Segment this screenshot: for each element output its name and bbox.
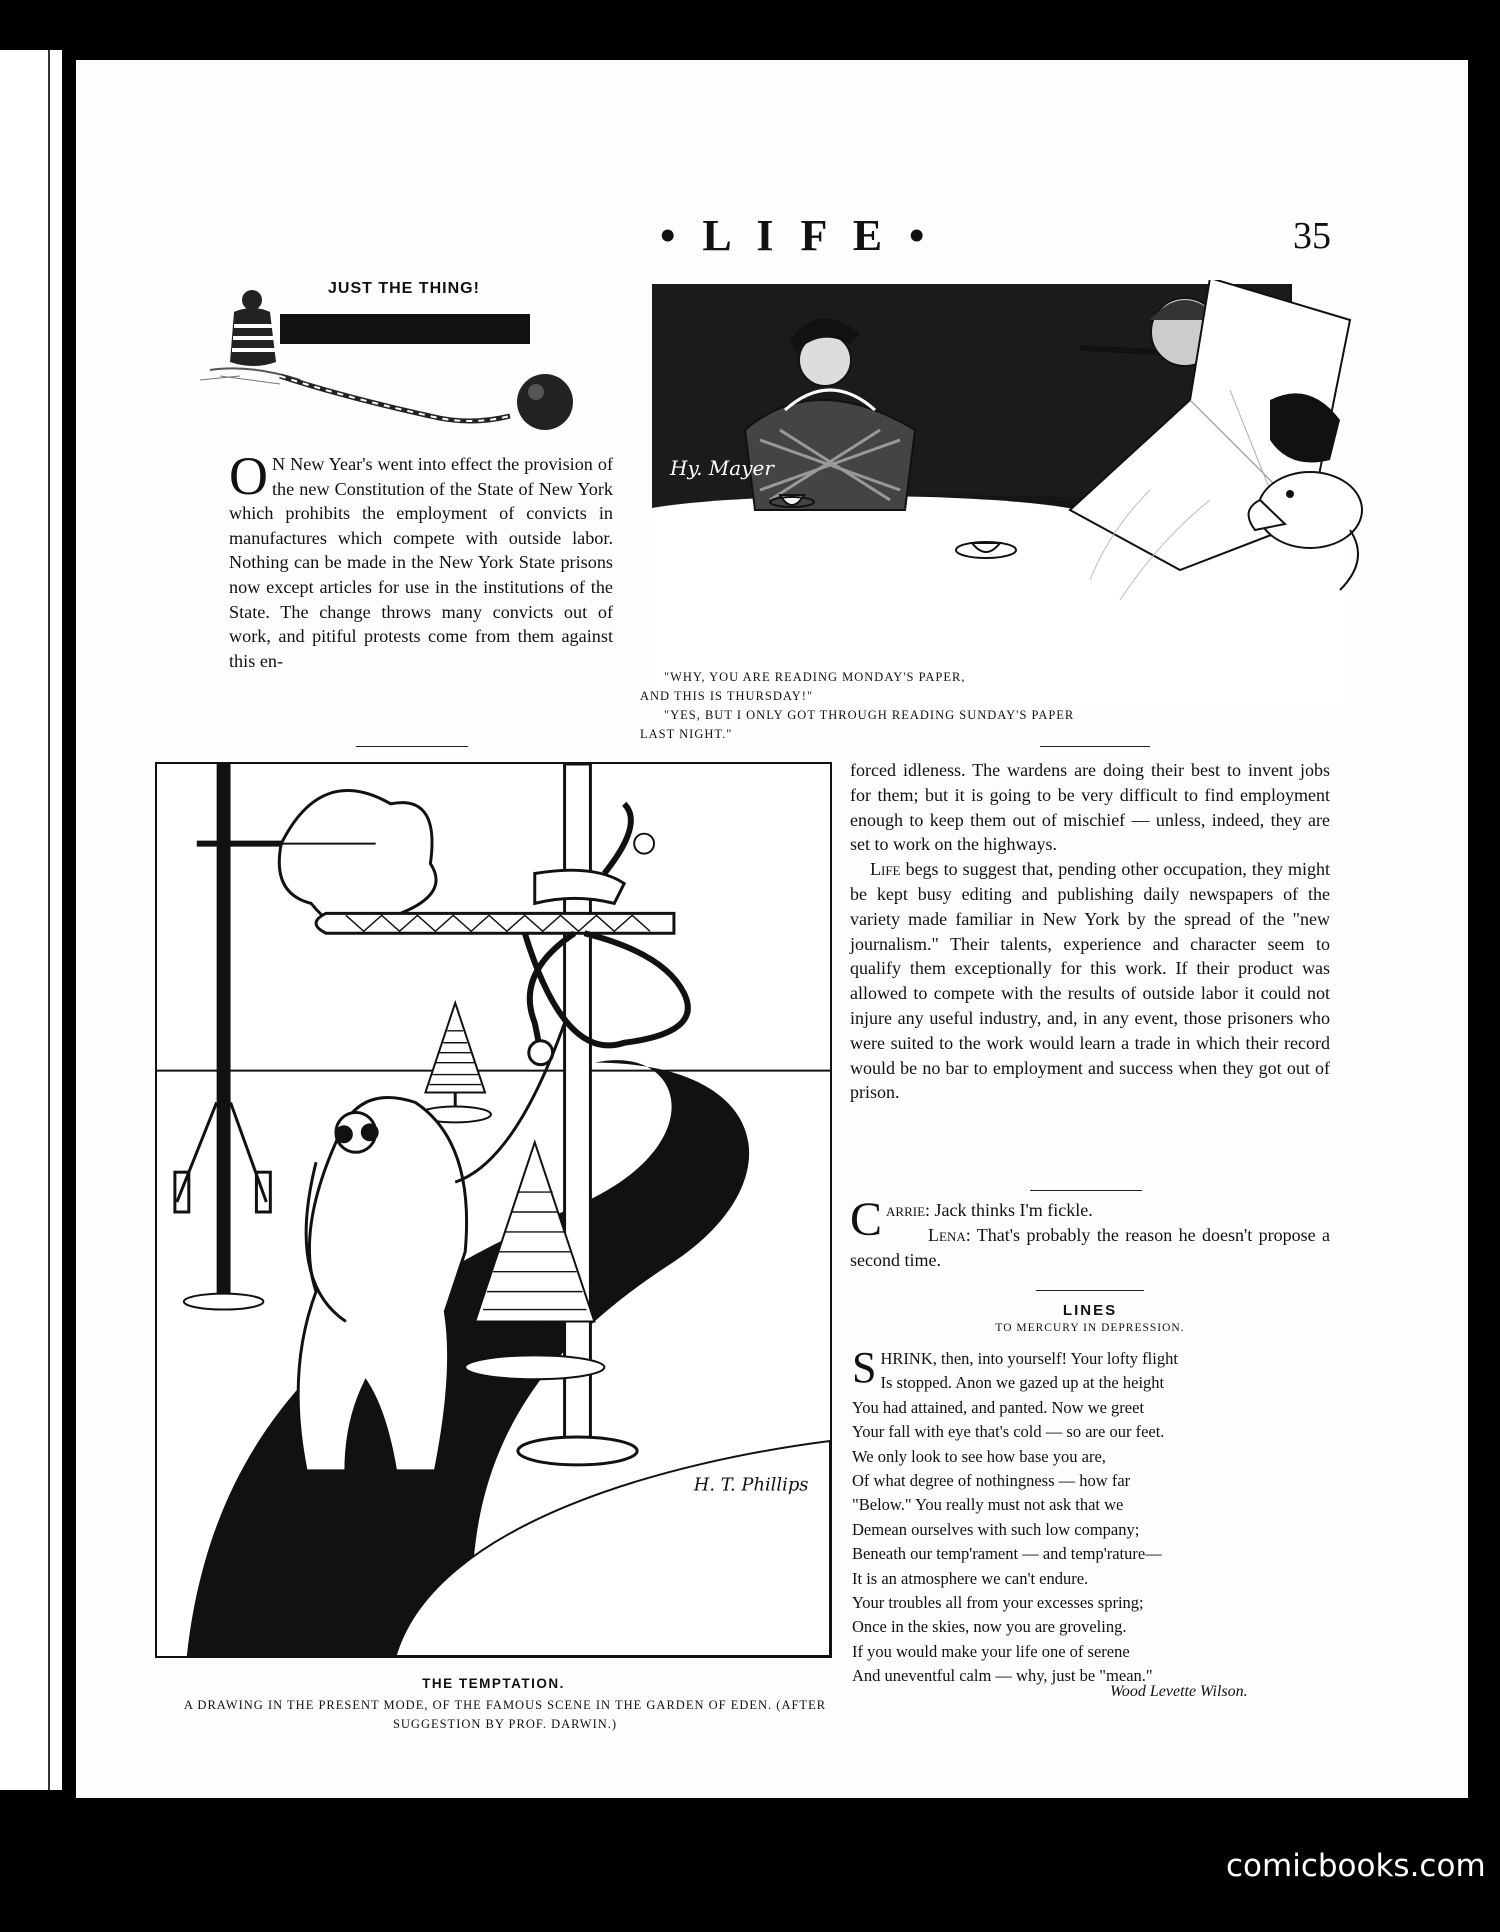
caption-line: LAST NIGHT." — [640, 727, 733, 741]
poem-subtitle: TO MERCURY IN DEPRESSION. — [995, 1322, 1185, 1334]
poem-line: And uneventful calm — why, just be "mean." — [852, 1666, 1153, 1686]
article-body: N New Year's went into effect the provision of the new Constitution of the State of New York which prohibits the employment of convicts in manufactures which compete with outside labor. Nothing can be made in the New York State prisons now except articles for use in the institutions of the State. The change throws many convicts out of work, and pitiful protests come from them against this en- — [229, 454, 613, 671]
poem-line: Your fall with eye that's cold — so are our feet. — [852, 1422, 1165, 1442]
dialogue-line: : That's probably the reason he doesn't propose a second time. — [850, 1224, 1330, 1270]
speaker-name: arrie — [886, 1200, 926, 1220]
continuation-paragraph: forced idleness. The wardens are doing their best to invent jobs for them; but it is going to be very difficult to find employment enough to keep them out of mischief — unless, indeed, they are set to work on the highways. — [850, 760, 1330, 855]
poem-line: Of what degree of nothingness — how far — [852, 1471, 1131, 1491]
poem-line: Is stopped. Anon we gazed up at the height — [880, 1373, 1165, 1393]
dialogue-line: : Jack thinks I'm fickle. — [925, 1200, 1093, 1220]
just-the-thing-title: JUST THE THING! — [328, 280, 480, 297]
continuation-paragraph — [850, 857, 1330, 1105]
watermark: comicbooks.com — [1226, 1848, 1486, 1884]
temptation-signature: H. T. Phillips — [693, 1474, 809, 1496]
life-name: Life — [870, 859, 901, 880]
masthead: • L I F E • — [660, 211, 933, 260]
poem-line: Your troubles all from your excesses spring; — [852, 1593, 1144, 1613]
page-number: 35 — [1293, 215, 1331, 257]
drop-cap: O — [229, 446, 268, 506]
caption-line: "WHY, YOU ARE READING MONDAY'S PAPER, — [664, 670, 966, 684]
article-continuation — [850, 758, 1330, 1105]
cartoon-signature: Hy. Mayer — [670, 456, 774, 480]
poem-body — [852, 1343, 1332, 1689]
speaker-name: Lena — [928, 1224, 966, 1245]
temptation-title: THE TEMPTATION. — [422, 1676, 565, 1691]
poem-author: Wood Levette Wilson. — [1110, 1683, 1248, 1700]
poem-line: "Below." You really must not ask that we — [852, 1495, 1124, 1515]
poem-line: You had attained, and panted. Now we greet — [852, 1397, 1145, 1417]
section-rule — [356, 746, 468, 747]
poem-line: Once in the skies, now you are groveling. — [852, 1617, 1127, 1637]
temptation-caption: A DRAWING IN THE PRESENT MODE, OF THE FAMOUS SCENE IN THE GARDEN OF EDEN. (AFTER SUGGESTION BY PROF. DARWIN.) — [183, 1698, 827, 1731]
section-rule — [1030, 1190, 1142, 1191]
fickle-dialogue — [850, 1193, 1330, 1272]
section-rule — [1040, 746, 1150, 747]
poem-line: If you would make your life one of serene — [852, 1641, 1130, 1661]
drop-cap: C — [850, 1193, 883, 1246]
poem-line: We only look to see how base you are, — [852, 1446, 1106, 1466]
poem-line: Demean ourselves with such low company; — [852, 1519, 1140, 1539]
caption-line: "YES, BUT I ONLY GOT THROUGH READING SUNDAY'S PAPER — [664, 708, 1075, 722]
convict-ball-and-chain-illustration — [190, 280, 610, 445]
poem-line: HRINK, then, into yourself! Your lofty flight — [880, 1349, 1178, 1368]
section-rule — [1036, 1290, 1144, 1291]
drop-cap: S — [852, 1343, 877, 1392]
poem-line: Beneath our temp'rament — and temp'rature— — [852, 1544, 1162, 1564]
temptation-illustration — [155, 762, 832, 1658]
poem-title: LINES — [1062, 1302, 1118, 1319]
caption-line: AND THIS IS THURSDAY!" — [640, 689, 814, 703]
poem-line: It is an atmosphere we can't endure. — [852, 1568, 1089, 1588]
page-gutter — [48, 50, 62, 1790]
paragraph-text: begs to suggest that, pending other occupation, they might be kept busy editing and publishing daily newspapers of the variety made familiar in New York by the spread of the "new journalism." Their talents, experience and character seem to qualify them exceptionally for this work. If their product was allowed to compete with the results of outside labor it could not injure any useful industry, and, in any event, those prisoners who were suited to the work would learn a trade in which their record would be no bar to employment and success when they got out of prison. — [850, 859, 1330, 1103]
just-the-thing-article — [229, 446, 613, 673]
cartoon-caption — [640, 668, 1180, 744]
